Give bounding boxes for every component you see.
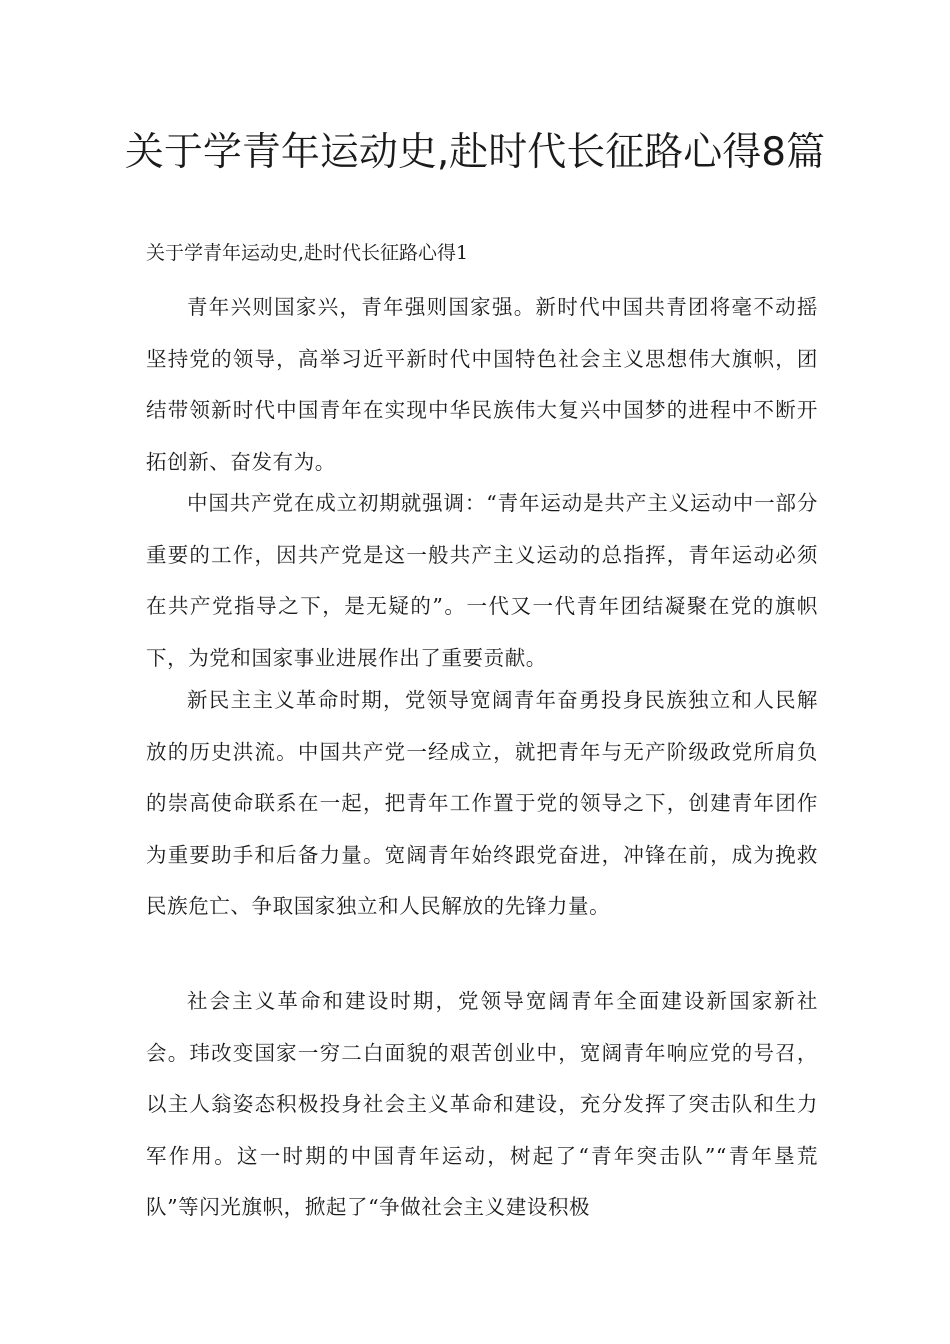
paragraph-3: 新民主主义革命时期，党领导宽阔青年奋勇投身民族独立和人民解放的历史洪流。中国共产党一经成立，就把青年与无产阶级政党所肩负的崇高使命联系在一起，把青年工作置于党的领导之下，创建青年团作为重要助手和后备力量。宽阔青年始终跟党奋进，冲锋在前，成为挽救民族危亡、争取国家独立和人民解放的先锋力量。 [146, 688, 818, 918]
paragraph-4: 社会主义革命和建设时期，党领导宽阔青年全面建设新国家新社会。玮改变国家一穷二白面貌的艰苦创业中，宽阔青年响应党的号召，以主人翁姿态积极投身社会主义革命和建设，充分发挥了突击队和生力军作用。这一时期的中国青年运动，树起了“青年突击队”“青年垦荒队”等闪光旗帜，掀起了“争做社会主义建设积极 [146, 989, 818, 1219]
section-subtitle: 关于学青年运动史,赴时代长征路心得1 [146, 242, 469, 264]
paragraph-2: 中国共产党在成立初期就强调：“青年运动是共产主义运动中一部分重要的工作，因共产党是这一般共产主义运动的总指挥，青年运动必须在共产党指导之下，是无疑的”。一代又一代青年团结凝聚在党的旗帜下，为党和国家事业进展作出了重要贡献。 [146, 491, 818, 670]
document-title: 关于学青年运动史,赴时代长征路心得8篇 [124, 130, 826, 175]
paragraph-1: 青年兴则国家兴，青年强则国家强。新时代中国共青团将毫不动摇坚持党的领导，高举习近平新时代中国特色社会主义思想伟大旗帜，团结带领新时代中国青年在实现中华民族伟大复兴中国梦的进程中不断开拓创新、奋发有为。 [146, 295, 818, 474]
